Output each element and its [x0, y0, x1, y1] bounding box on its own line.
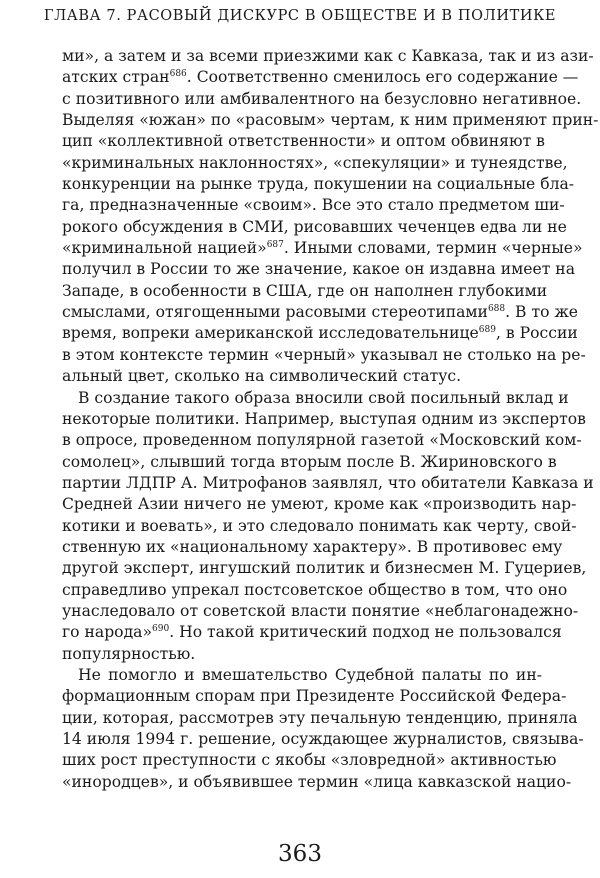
text-line: га, предназначенные «своим». Все это стало предметом ши- — [62, 196, 565, 215]
paragraph-start: В создание такого образа вносили свой посильный вклад и — [78, 388, 569, 407]
text-line: конкуренции на рынке труда, покушении на социальные бла- — [62, 175, 575, 194]
text-line: 14 июля 1994 г. решение, осуждающее журналистов, связыва- — [62, 730, 584, 748]
text-line: в опросе, проведенном популярной газетой «Московский ком- — [62, 431, 582, 450]
text-line: котики и воевать», и это следовало понимать как черту, свой- — [62, 516, 577, 535]
text-line: ших рост преступности с якобы «зловредной» активностью — [62, 751, 557, 770]
text-line: «инородцев», и объявившее термин «лица кавказской нацио- — [62, 772, 572, 791]
footnote-ref: 686 — [169, 69, 187, 80]
text-line: справедливо упрекал постсоветское общество в том, что оно — [62, 580, 568, 599]
text-line: партии ЛДПР А. Митрофанов заявлял, что обитатели Кавказа и — [62, 473, 594, 492]
text-line: рокого обсуждения в СМИ, рисовавших чеченцев едва ли не — [62, 217, 567, 236]
text-line: с позитивного или амбивалентного на безусловно негативное. — [62, 89, 582, 108]
text-line: время, вопреки американской исследовательнице$^{689}$, в России — [62, 324, 578, 343]
text-line: атских стран$^{686}$. Соответственно сменилось его содержание — — [62, 68, 579, 87]
running-header: ГЛАВА 7. РАСОВЫЙ ДИСКУРС В ОБЩЕСТВЕ И В ПОЛИТИКЕ — [43, 8, 557, 24]
text-line: «криминальной нацией»$^{687}$. Иными словами, термин «черные» — [62, 239, 583, 258]
page-number: 363 — [278, 841, 322, 867]
text-line: в этом контексте термин «черный» указывал не столько на ре- — [62, 345, 586, 364]
text-line: Выделяя «южан» по «расовым» чертам, к ним применяют прин- — [62, 111, 599, 130]
text-line: некоторые политики. Например, выступая одним из экспертов — [62, 409, 586, 428]
paragraph-start: Не помогло и вмешательство Судебной палаты по ин- — [78, 665, 542, 684]
text-line: цип «коллективной ответственности» и оптом обвиняют в — [62, 132, 545, 151]
text-line: унаследовало от советской власти понятие «неблагонадежно- — [62, 601, 579, 620]
body-text — [62, 46, 599, 793]
text-line: ственную их «национальному характеру». В противовес ему — [62, 537, 563, 556]
footnote-ref: 689 — [478, 325, 496, 336]
text-line: формационным спорам при Президенте Российской Федера- — [62, 687, 567, 706]
text-line: ции, которая, рассмотрев эту печальную тенденцию, приняла — [62, 708, 578, 727]
text-line: сомолец», слывший тогда вторым после В. Жириновского в — [62, 452, 557, 471]
text-line: Западе, в особенности в США, где он наполнен глубокими — [62, 281, 548, 300]
text-line: Средней Азии ничего не умеют, кроме как «производить нар- — [62, 495, 577, 514]
text-line: популярностью. — [62, 644, 196, 663]
footnote-ref: 687 — [266, 240, 284, 251]
text-line: другой эксперт, ингушский политик и бизнесмен М. Гуцериев, — [62, 559, 587, 578]
text-line: альный цвет, сколько на символический статус. — [62, 367, 462, 386]
text-line: смыслами, отягощенными расовыми стереотипами$^{688}$. В то же — [62, 303, 579, 322]
footnote-ref: 690 — [152, 624, 170, 635]
text-line: го народа»$^{690}$. Но такой критический подход не пользовался — [62, 623, 562, 642]
text-line: «криминальных наклонностях», «спекуляции» и тунеядстве, — [62, 153, 568, 172]
footnote-ref: 688 — [487, 304, 506, 315]
text-line: ми», а затем и за всеми приезжими как с Кавказа, так и из ази- — [62, 47, 594, 65]
text-line: получил в России то же значение, какое он издавна имеет на — [62, 260, 575, 279]
